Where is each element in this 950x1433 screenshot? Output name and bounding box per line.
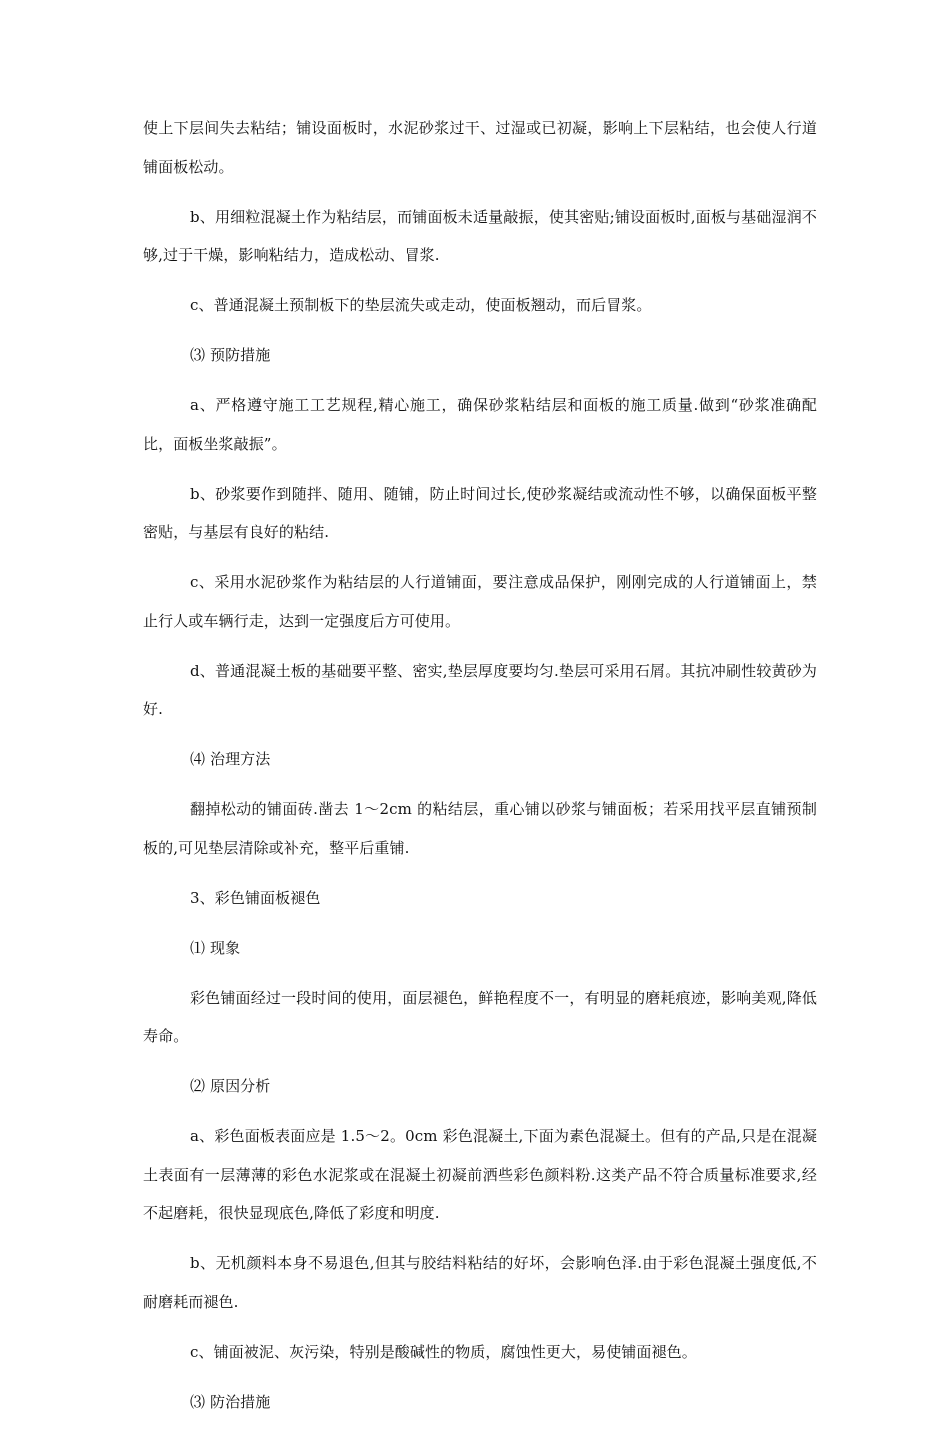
paragraph-10: 翻掉松动的铺面砖.凿去 1～2cm 的粘结层，重心铺以砂浆与铺面板；若采用找平层直铺预制板的,可见垫层清除或补充，整平后重铺. [143, 800, 817, 857]
section-heading-prevention: ⑶ 预防措施 [190, 346, 271, 364]
paragraph-8: d、普通混凝土板的基础要平整、密实,垫层厚度要均匀.垫层可采用石屑。其抗冲刷性较黄砂为好. [143, 661, 817, 718]
paragraph-15: a、彩色面板表面应是 1.5～2。0cm 彩色混凝土,下面为素色混凝土。但有的产品,只是在混凝土表面有一层薄薄的彩色水泥浆或在混凝土初凝前洒些彩色颜料粉.这类产品不符合质量标准要求,经不起磨耗，很快显现底色,降低了彩度和明度. [143, 1127, 817, 1222]
paragraph-17: c、铺面被泥、灰污染，特别是酸碱性的物质，腐蚀性更大，易使铺面褪色。 [190, 1342, 697, 1361]
section-heading-treatment: ⑷ 治理方法 [190, 750, 271, 768]
section-heading-fading: 3、彩色铺面板褪色 [190, 888, 321, 907]
paragraph-6: b、砂浆要作到随拌、随用、随铺，防止时间过长,使砂浆凝结或流动性不够，以确保面板平整密贴，与基层有良好的粘结. [143, 484, 817, 541]
paragraph-1: 使上下层间失去粘结；铺设面板时，水泥砂浆过干、过湿或已初凝，影响上下层粘结，也会使人行道铺面板松动。 [143, 119, 817, 176]
document-body [143, 109, 817, 1433]
paragraph-16: b、无机颜料本身不易退色,但其与胶结料粘结的好坏，会影响色泽.由于彩色混凝土强度低,不耐磨耗而褪色. [143, 1254, 817, 1311]
section-heading-control: ⑶ 防治措施 [190, 1392, 271, 1411]
paragraph-3: c、普通混凝土预制板下的垫层流失或走动，使面板翘动，而后冒浆。 [190, 296, 652, 314]
section-heading-cause: ⑵ 原因分析 [190, 1077, 271, 1095]
paragraph-5: a、严格遵守施工工艺规程,精心施工，确保砂浆粘结层和面板的施工质量.做到“砂浆准确配比，面板坐浆敲振”。 [143, 396, 817, 453]
paragraph-13: 彩色铺面经过一段时间的使用，面层褪色，鲜艳程度不一，有明显的磨耗痕迹，影响美观,降低寿命。 [143, 988, 817, 1045]
paragraph-7: c、采用水泥砂浆作为粘结层的人行道铺面，要注意成品保护，刚刚完成的人行道铺面上，禁止行人或车辆行走，达到一定强度后方可使用。 [143, 573, 817, 630]
section-heading-phenomenon: ⑴ 现象 [190, 938, 241, 957]
paragraph-2: b、用细粒混凝土作为粘结层，而铺面板未适量敲振，使其密贴;铺设面板时,面板与基础湿润不够,过于干燥，影响粘结力，造成松动、冒浆. [143, 207, 817, 264]
